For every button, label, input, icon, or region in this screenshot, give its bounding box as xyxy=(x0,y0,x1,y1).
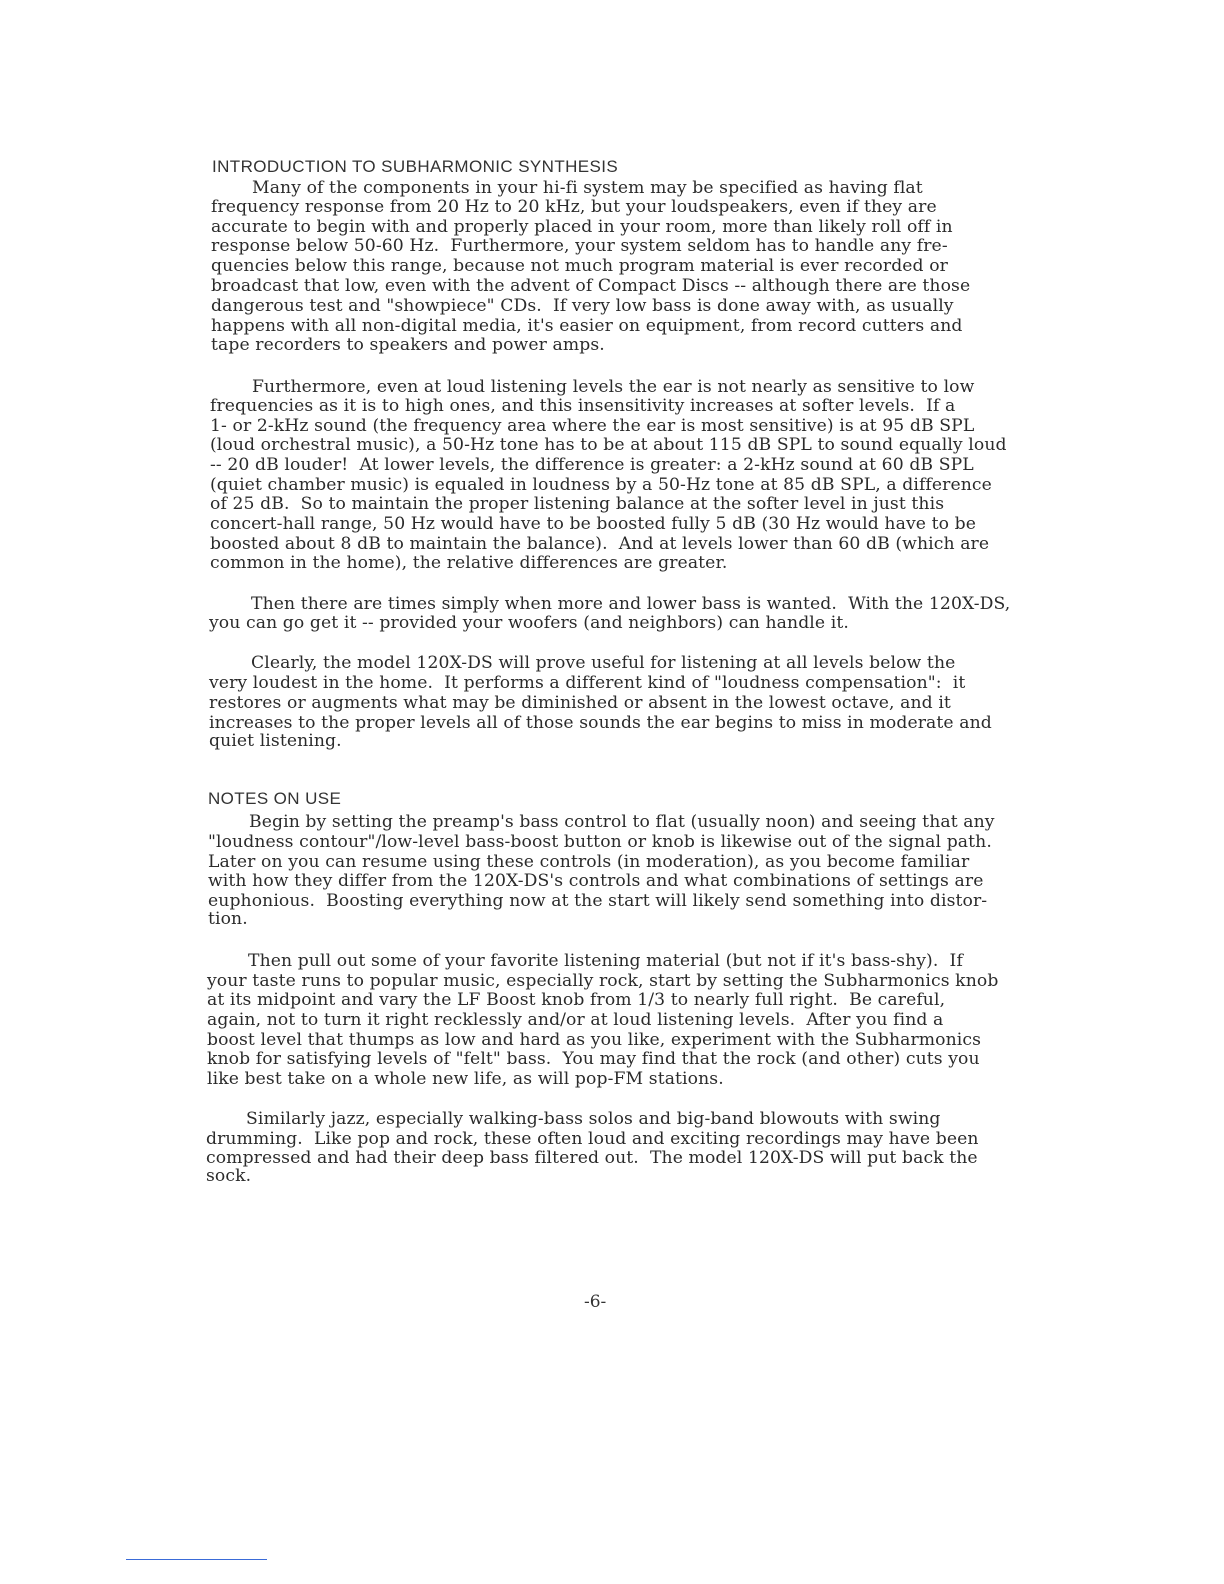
text-line: 1- or 2-kHz sound (the frequency area where the ear is most sensitive) is at 95 dB SPL xyxy=(210,416,975,436)
text-line: Then there are times simply when more and lower bass is wanted. With the 120X-DS, xyxy=(251,594,1011,614)
text-line: frequency response from 20 Hz to 20 kHz, but your loudspeakers, even if they are xyxy=(211,197,937,217)
text-line: quiet listening. xyxy=(209,731,342,751)
text-line: -- 20 dB louder! At lower levels, the difference is greater: a 2-kHz sound at 60 dB SPL xyxy=(210,455,974,475)
text-line: (loud orchestral music), a 50-Hz tone has to be at about 115 dB SPL to sound equally loud xyxy=(210,435,1007,455)
page-number: -6- xyxy=(584,1292,607,1312)
text-line: restores or augments what may be diminished or absent in the lowest octave, and it xyxy=(209,693,951,713)
text-line: (quiet chamber music) is equaled in loudness by a 50-Hz tone at 85 dB SPL, a difference xyxy=(210,475,992,495)
text-line: concert-hall range, 50 Hz would have to be boosted fully 5 dB (30 Hz would have to be xyxy=(210,514,976,534)
section-heading-introduction: INTRODUCTION TO SUBHARMONIC SYNTHESIS xyxy=(212,157,619,176)
text-line: increases to the proper levels all of those sounds the ear begins to miss in moderate and xyxy=(209,713,992,733)
text-line: boost level that thumps as low and hard as you like, experiment with the Subharmonics xyxy=(207,1030,982,1050)
text-line: euphonious. Boosting everything now at the start will likely send something into distor- xyxy=(208,891,988,911)
text-line: dangerous test and "showpiece" CDs. If very low bass is done away with, as usually xyxy=(211,296,954,316)
text-line: "loudness contour"/low-level bass-boost button or knob is likewise out of the signal path. xyxy=(208,832,992,852)
text-line: quencies below this range, because not much program material is ever recorded or xyxy=(211,256,948,276)
text-line: very loudest in the home. It performs a different kind of "loudness compensation": it xyxy=(209,673,966,693)
text-line: knob for satisfying levels of "felt" bass. You may find that the rock (and other) cuts you xyxy=(207,1049,980,1069)
text-line: compressed and had their deep bass filtered out. The model 120X-DS will put back the xyxy=(206,1148,978,1168)
text-line: drumming. Like pop and rock, these often loud and exciting recordings may have been xyxy=(206,1129,979,1149)
text-line: tion. xyxy=(208,909,248,929)
text-line: response below 50-60 Hz. Furthermore, your system seldom has to handle any fre- xyxy=(211,236,948,256)
text-line: Then pull out some of your favorite listening material (but not if it's bass-shy). If xyxy=(248,951,963,971)
text-line: frequencies as it is to high ones, and this insensitivity increases at softer levels. If a xyxy=(210,396,956,416)
text-line: at its midpoint and vary the LF Boost knob from 1/3 to nearly full right. Be careful, xyxy=(207,990,946,1010)
text-line: Similarly jazz, especially walking-bass solos and big-band blowouts with swing xyxy=(246,1109,941,1129)
text-line: Clearly, the model 120X-DS will prove useful for listening at all levels below the xyxy=(251,653,956,673)
text-line: happens with all non-digital media, it's easier on equipment, from record cutters and xyxy=(211,316,963,336)
text-line: common in the home), the relative differences are greater. xyxy=(210,553,728,573)
text-line: boosted about 8 dB to maintain the balance). And at levels lower than 60 dB (which are xyxy=(210,534,990,554)
text-line: Furthermore, even at loud listening levels the ear is not nearly as sensitive to low xyxy=(252,377,975,397)
text-line: like best take on a whole new life, as will pop-FM stations. xyxy=(207,1069,724,1089)
text-line: with how they differ from the 120X-DS's controls and what combinations of settings are xyxy=(208,871,984,891)
text-line: Begin by setting the preamp's bass control to flat (usually noon) and seeing that any xyxy=(249,812,995,832)
text-line: broadcast that low, even with the advent of Compact Discs -- although there are those xyxy=(211,276,971,296)
text-line: you can go get it -- provided your woofers (and neighbors) can handle it. xyxy=(209,613,849,633)
text-line: Many of the components in your hi-fi system may be specified as having flat xyxy=(252,178,923,198)
footnote-rule xyxy=(126,1559,267,1560)
text-line: tape recorders to speakers and power amps. xyxy=(211,335,605,355)
text-line: your taste runs to popular music, especially rock, start by setting the Subharmonics knob xyxy=(207,971,999,991)
text-line: of 25 dB. So to maintain the proper listening balance at the softer level in just this xyxy=(210,494,945,514)
text-line: again, not to turn it right recklessly and/or at loud listening levels. After you find a xyxy=(207,1010,944,1030)
section-heading-notes-on-use: NOTES ON USE xyxy=(208,789,342,808)
text-line: Later on you can resume using these controls (in moderation), as you become familiar xyxy=(208,852,970,872)
text-line: sock. xyxy=(206,1166,252,1186)
text-line: accurate to begin with and properly placed in your room, more than likely roll off in xyxy=(211,217,953,237)
